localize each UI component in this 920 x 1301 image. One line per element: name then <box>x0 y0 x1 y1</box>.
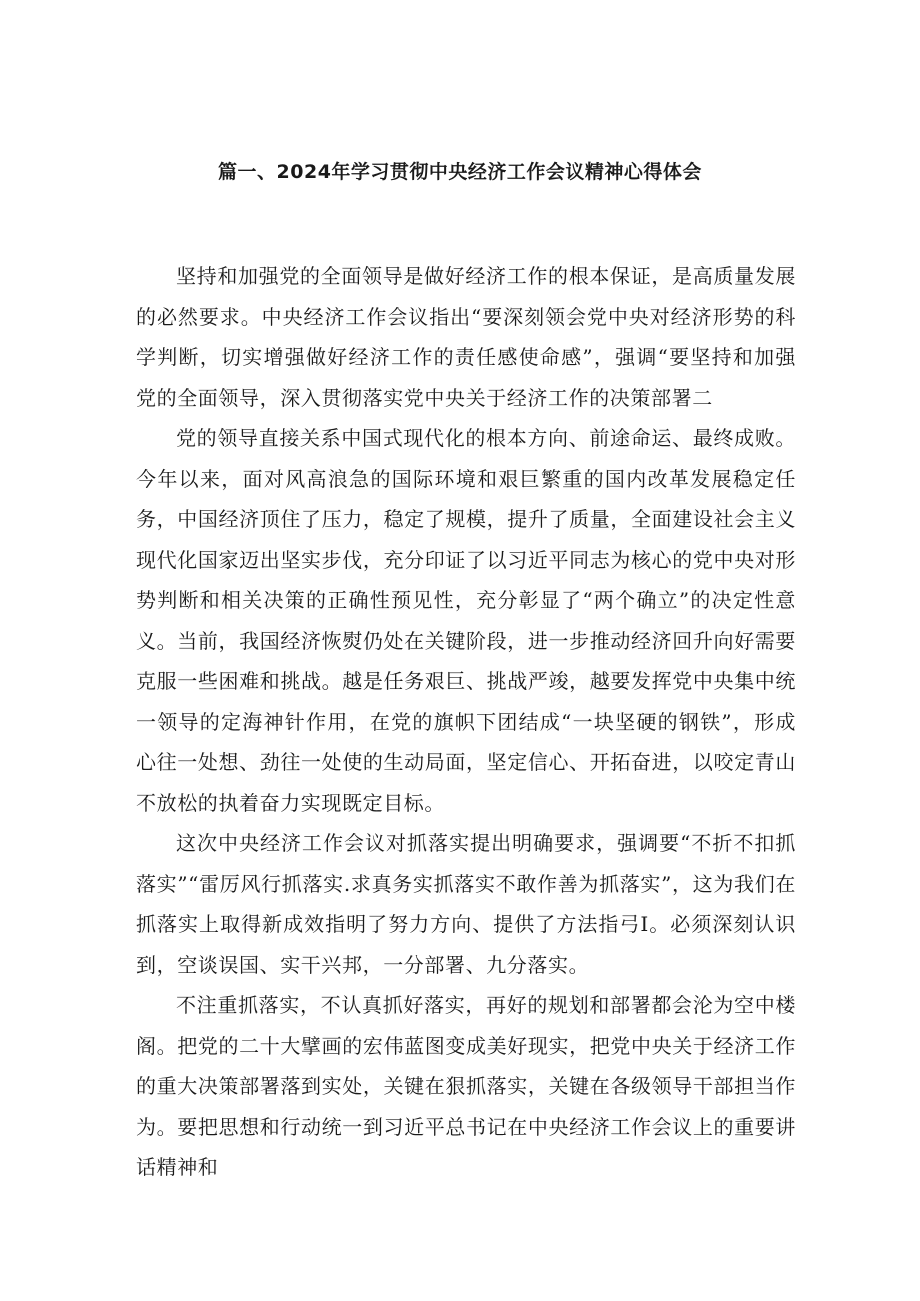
paragraph: 不注重抓落实，不认真抓好落实，再好的规划和部署都会沦为空中楼阁。把党的二十大擘画的宏伟蓝图变成美好现实，把党中央关于经济工作的重大决策部署落到实处，关键在狠抓落实，关键在各级领导干部担当作为。要把思想和行动统一到习近平总书记在中央经济工作会议上的重要讲话精神和 <box>136 993 796 1179</box>
paragraph: 坚持和加强党的全面领导是做好经济工作的根本保证，是高质量发展的必然要求。中央经济工作会议指出“要深刻领会党中央对经济形势的科学判断，切实增强做好经济工作的责任感使命感”，强调“要坚持和加强党的全面领导，深入贯彻落实党中央关于经济工作的决策部署二 <box>136 264 796 410</box>
paragraph: 党的领导直接关系中国式现代化的根本方向、前途命运、最终成败。今年以来，面对风高浪急的国际环境和艰巨繁重的国内改革发展稳定任务，中国经济顶住了压力，稳定了规模，提升了质量，全面建设社会主义现代化国家迈出坚实步伐，充分印证了以习近平同志为核心的党中央对形势判断和相关决策的正确性预见性，充分彰显了“两个确立”的决定性意义。当前，我国经济恢熨仍处在关键阶段，进一步推动经济回升向好需要克服一些困难和挑战。越是任务艰巨、挑战严竣，越要发挥党中央集中统一领导的定海神针作用，在党的旗帜下团结成“一块坚硬的钢铁”，形成心往一处想、劲往一处使的生动局面，坚定信心、开拓奋进，以咬定青山不放松的执着奋力实现既定目标。 <box>136 426 796 815</box>
document-title: 篇一、2024年学习贯彻中央经济工作会议精神心得体会 <box>218 161 702 183</box>
document-body <box>136 256 796 1188</box>
paragraph: 这次中央经济工作会议对抓落实提出明确要求，强调要“不折不扣抓落实”“雷厉风行抓落实.求真务实抓落实不敢作善为抓落实”，这为我们在抓落实上取得新成效指明了努力方向、提供了方法指弓I。必须深刻认识到，空谈误国、实干兴邦，一分部署、九分落实。 <box>136 831 796 977</box>
